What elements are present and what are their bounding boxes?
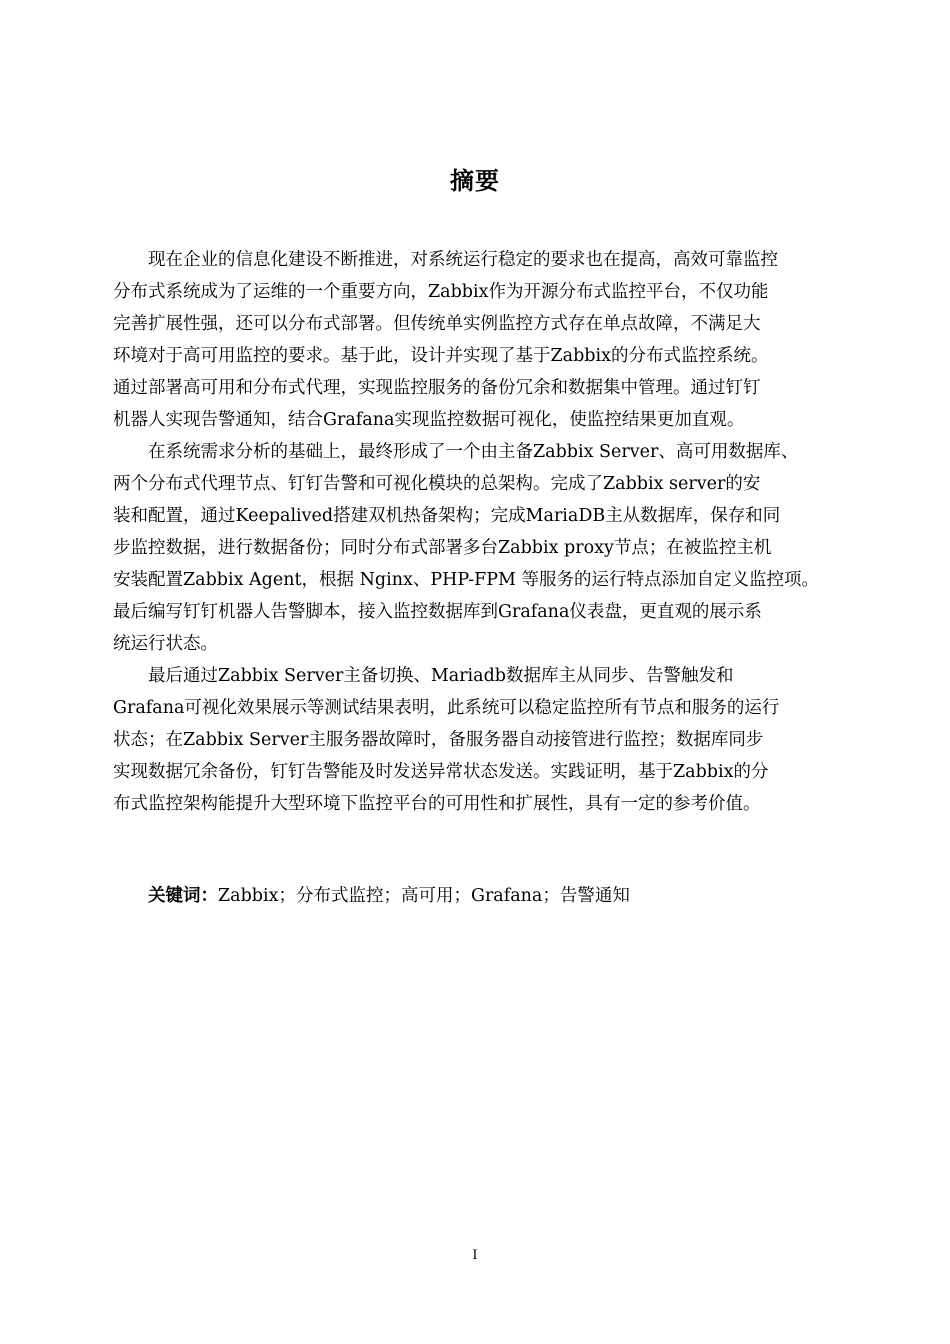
text-line: 装和配置，通过Keepalived搭建双机热备架构；完成MariaDB主从数据库，保存和同 xyxy=(113,506,781,526)
text-line: 最后通过Zabbix Server主备切换、Mariadb数据库主从同步、告警触发和 xyxy=(148,666,734,686)
text-line: 安装配置Zabbix Agent，根据 Nginx、PHP-FPM 等服务的运行特点添加自定义监控项。 xyxy=(113,570,820,590)
text-line: 环境对于高可用监控的要求。基于此，设计并实现了基于Zabbix的分布式监控系统。 xyxy=(113,346,769,366)
text-line: Grafana可视化效果展示等测试结果表明，此系统可以稳定监控所有节点和服务的运行 xyxy=(113,698,780,718)
text-line: 最后编写钉钉机器人告警脚本，接入监控数据库到Grafana仪表盘，更直观的展示系 xyxy=(113,602,762,622)
text-line: 实现数据冗余备份，钉钉告警能及时发送异常状态发送。实践证明，基于Zabbix的分 xyxy=(113,762,769,782)
text-line: 完善扩展性强，还可以分布式部署。但传统单实例监控方式存在单点故障，不满足大 xyxy=(113,314,761,334)
paragraph-2 xyxy=(113,436,853,660)
text-line: 分布式系统成为了运维的一个重要方向，Zabbix作为开源分布式监控平台，不仅功能 xyxy=(113,282,769,302)
text-line: 现在企业的信息化建设不断推进，对系统运行稳定的要求也在提高，高效可靠监控 xyxy=(148,250,778,270)
page-title: 摘要 xyxy=(450,167,500,195)
keywords-value: Zabbix；分布式监控；高可用；Grafana；告警通知 xyxy=(218,886,630,906)
keywords-label: 关键词： xyxy=(148,886,218,906)
text-line: 布式监控架构能提升大型环境下监控平台的可用性和扩展性，具有一定的参考价值。 xyxy=(113,794,761,814)
text-line: 通过部署高可用和分布式代理，实现监控服务的备份冗余和数据集中管理。通过钉钉 xyxy=(113,378,761,398)
text-line: 状态；在Zabbix Server主服务器故障时，备服务器自动接管进行监控；数据库同步 xyxy=(113,730,764,750)
text-line: 机器人实现告警通知，结合Grafana实现监控数据可视化，使监控结果更加直观。 xyxy=(113,410,745,430)
text-line: 统运行状态。 xyxy=(113,634,218,654)
text-line: 两个分布式代理节点、钉钉告警和可视化模块的总架构。完成了Zabbix server的安 xyxy=(113,474,761,494)
keywords-line xyxy=(148,880,630,912)
text-line: 在系统需求分析的基础上，最终形成了一个由主备Zabbix Server、高可用数据库、 xyxy=(148,442,799,462)
abstract-body xyxy=(113,244,853,820)
text-line: 步监控数据，进行数据备份；同时分布式部署多台Zabbix proxy节点；在被监控主机 xyxy=(113,538,772,558)
paragraph-3 xyxy=(113,660,853,820)
page-number: I xyxy=(472,1248,478,1263)
paragraph-1 xyxy=(113,244,853,436)
